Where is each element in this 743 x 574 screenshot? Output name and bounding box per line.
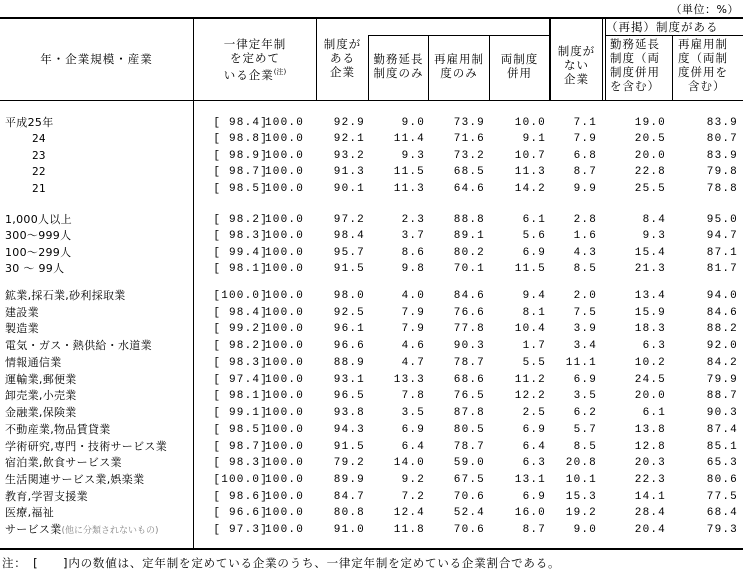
cell-both: 8.1 [522, 306, 546, 319]
row-label: 平成25年 [5, 116, 54, 129]
cell-ext-incl: 22.3 [634, 474, 666, 487]
cell-uniform: 100.0 [264, 133, 304, 146]
cell-bracket: [ 98.7] [213, 440, 268, 453]
cell-ext-incl: 15.9 [634, 306, 666, 319]
cell-ext: 7.8 [401, 390, 425, 403]
cell-rehire-incl: 79.8 [706, 166, 738, 179]
cell-uniform: 100.0 [264, 246, 304, 259]
cell-both: 9.1 [522, 133, 546, 146]
table-top-border [0, 17, 743, 19]
row-label: 情報通信業 [5, 355, 62, 369]
cell-both: 11.5 [514, 262, 546, 275]
header-uniform: 一律定年制 を定めて いる企業$^{(注)}$ [223, 37, 287, 82]
table-row [0, 115, 743, 131]
row-label: 23 [32, 148, 46, 162]
cell-uniform: 100.0 [264, 423, 304, 436]
cell-ext: 7.9 [401, 323, 425, 336]
cell-none: 19.2 [565, 507, 597, 520]
cell-uniform: 100.0 [264, 490, 304, 503]
header-no-system: 制度が ない 企業 [557, 44, 596, 86]
cell-ext-incl: 22.8 [634, 166, 666, 179]
cell-none: 2.8 [573, 214, 597, 226]
cell-rehire-incl: 94.0 [706, 290, 738, 302]
cell-bracket: [ 98.9] [213, 149, 268, 162]
cell-rehire-incl: 84.2 [706, 356, 738, 369]
cell-uniform: 100.0 [264, 457, 304, 470]
footnote: 注： [ ]内の数値は、定年制を定めている企業のうち、一律定年制を定めている企業割合である。 [2, 556, 561, 570]
table-row [0, 261, 743, 277]
cell-uniform: 100.0 [264, 117, 304, 129]
cell-both: 11.3 [514, 166, 546, 179]
row-label: 卸売業,小売業 [5, 389, 77, 403]
row-label: 運輸業,郵便業 [5, 372, 77, 386]
cell-both: 16.0 [514, 507, 546, 520]
table-row [0, 388, 743, 404]
cell-ext-incl: 6.1 [642, 407, 666, 420]
table-row [0, 181, 743, 197]
table-row [0, 505, 743, 521]
cell-rehire-incl: 68.4 [706, 507, 738, 520]
cell-bracket: [ 98.3] [213, 356, 268, 369]
row-label: 金融業,保険業 [5, 406, 77, 420]
table-row [0, 321, 743, 337]
table-row [0, 372, 743, 388]
table-row [0, 522, 743, 538]
cell-uniform: 100.0 [264, 474, 304, 487]
note-mark: (注) [273, 68, 287, 76]
cell-rehire: 88.8 [453, 214, 485, 226]
cell-ext: 13.3 [393, 373, 425, 386]
cell-none: 7.5 [573, 306, 597, 319]
cell-both: 2.5 [522, 407, 546, 420]
cell-none: 5.7 [573, 423, 597, 436]
header-ext-incl: 勤務延長 制度（両 制度併用 を含む） [610, 37, 660, 93]
cell-rehire: 77.8 [453, 323, 485, 336]
cell-bracket: [ 98.5] [213, 423, 268, 436]
cell-rehire-incl: 92.0 [706, 340, 738, 353]
cell-ext: 12.4 [393, 507, 425, 520]
cell-bracket: [100.0] [213, 290, 268, 302]
cell-both: 5.6 [522, 230, 546, 243]
cell-none: 6.8 [573, 149, 597, 162]
cell-ext-incl: 12.8 [634, 440, 666, 453]
cell-rehire-incl: 77.5 [706, 490, 738, 503]
cell-ext-incl: 20.5 [634, 133, 666, 146]
header-category: 年・企業規模・産業 [40, 52, 153, 66]
row-label: 鉱業,採石業,砂利採取業 [5, 289, 126, 302]
cell-bracket: [ 98.2] [213, 340, 268, 353]
cell-has: 96.1 [333, 323, 365, 336]
cell-has: 94.3 [333, 423, 365, 436]
cell-ext-incl: 18.3 [634, 323, 666, 336]
table-row [0, 455, 743, 471]
cell-both: 10.7 [514, 149, 546, 162]
row-label: 学術研究,専門・技術サービス業 [5, 439, 167, 453]
cell-ext-incl: 10.2 [634, 356, 666, 369]
cell-bracket: [ 98.1] [213, 262, 268, 275]
cell-rehire: 80.5 [453, 423, 485, 436]
row-label: 1,000人以上 [5, 213, 72, 226]
cell-uniform: 100.0 [264, 507, 304, 520]
cell-both: 6.9 [522, 423, 546, 436]
cell-has: 91.5 [333, 262, 365, 275]
row-label: 宿泊業,飲食サービス業 [5, 456, 122, 470]
cell-ext: 3.5 [401, 407, 425, 420]
cell-rehire-incl: 94.7 [706, 230, 738, 243]
cell-rehire: 90.3 [453, 340, 485, 353]
table-row [0, 164, 743, 180]
cell-bracket: [ 99.2] [213, 323, 268, 336]
cell-ext-incl: 14.1 [634, 490, 666, 503]
cell-rehire-incl: 95.0 [706, 214, 738, 226]
row-label: 生活関連サービス業,娯楽業 [5, 473, 145, 487]
cell-has: 97.2 [333, 214, 365, 226]
unit-label: （単位：%） [670, 3, 739, 16]
cell-both: 6.9 [522, 490, 546, 503]
cell-both: 5.5 [522, 356, 546, 369]
cell-bracket: [ 98.1] [213, 390, 268, 403]
cell-rehire: 89.1 [453, 230, 485, 243]
cell-rehire: 68.6 [453, 373, 485, 386]
cell-none: 6.9 [573, 373, 597, 386]
cell-ext-incl: 20.3 [634, 457, 666, 470]
table-header-border [0, 100, 743, 101]
table-row [0, 355, 743, 371]
cell-uniform: 100.0 [264, 524, 304, 537]
cell-has: 92.9 [333, 117, 365, 129]
cell-rehire: 73.9 [453, 117, 485, 129]
cell-none: 3.9 [573, 323, 597, 336]
cell-bracket: [ 98.3] [213, 457, 268, 470]
cell-none: 6.2 [573, 407, 597, 420]
cell-has: 79.2 [333, 457, 365, 470]
cell-ext: 9.2 [401, 474, 425, 487]
cell-uniform: 100.0 [264, 356, 304, 369]
cell-rehire-incl: 90.3 [706, 407, 738, 420]
cell-none: 8.7 [573, 166, 597, 179]
cell-has: 93.8 [333, 407, 365, 420]
cell-has: 92.5 [333, 306, 365, 319]
cell-rehire-incl: 88.2 [706, 323, 738, 336]
cell-both: 6.3 [522, 457, 546, 470]
subheader-rule-right [605, 35, 743, 36]
cell-uniform: 100.0 [264, 407, 304, 420]
cell-uniform: 100.0 [264, 323, 304, 336]
cell-both: 6.4 [522, 440, 546, 453]
cell-ext-incl: 20.0 [634, 390, 666, 403]
table-row [0, 228, 743, 244]
table-row [0, 212, 743, 228]
cell-rehire-incl: 84.6 [706, 306, 738, 319]
cell-rehire-incl: 80.7 [706, 133, 738, 146]
cell-none: 1.6 [573, 230, 597, 243]
cell-ext: 8.6 [401, 246, 425, 259]
cell-ext-incl: 13.8 [634, 423, 666, 436]
cell-none: 8.5 [573, 262, 597, 275]
cell-rehire-incl: 81.7 [706, 262, 738, 275]
row-label: 30 ～ 99人 [5, 261, 65, 275]
cell-rehire: 78.7 [453, 356, 485, 369]
cell-rehire: 71.6 [453, 133, 485, 146]
cell-ext: 7.2 [401, 490, 425, 503]
cell-rehire: 59.0 [453, 457, 485, 470]
header-restated: （再掲）制度がある [606, 20, 719, 34]
cell-rehire: 73.2 [453, 149, 485, 162]
cell-none: 9.0 [573, 524, 597, 537]
row-label: サービス業(他に分類されないもの) [5, 523, 159, 537]
cell-bracket: [ 96.6] [213, 507, 268, 520]
cell-rehire: 68.5 [453, 166, 485, 179]
cell-ext: 11.4 [393, 133, 425, 146]
cell-uniform: 100.0 [264, 166, 304, 179]
cell-ext: 4.7 [401, 356, 425, 369]
cell-rehire-incl: 78.8 [706, 182, 738, 195]
cell-uniform: 100.0 [264, 306, 304, 319]
cell-has: 91.0 [333, 524, 365, 537]
cell-rehire-incl: 88.7 [706, 390, 738, 403]
cell-rehire-incl: 79.3 [706, 524, 738, 537]
table-row [0, 405, 743, 421]
cell-ext-incl: 20.4 [634, 524, 666, 537]
cell-has: 84.7 [333, 490, 365, 503]
cell-ext-incl: 25.5 [634, 182, 666, 195]
cell-bracket: [ 98.8] [213, 133, 268, 146]
cell-has: 91.5 [333, 440, 365, 453]
cell-has: 95.7 [333, 246, 365, 259]
cell-ext: 6.9 [401, 423, 425, 436]
table-row [0, 338, 743, 354]
cell-none: 7.1 [573, 117, 597, 129]
cell-ext: 11.5 [393, 166, 425, 179]
cell-uniform: 100.0 [264, 182, 304, 195]
cell-ext: 7.9 [401, 306, 425, 319]
cell-ext-incl: 24.5 [634, 373, 666, 386]
cell-rehire-incl: 87.1 [706, 246, 738, 259]
cell-rehire: 78.7 [453, 440, 485, 453]
table-row [0, 472, 743, 488]
cell-both: 12.2 [514, 390, 546, 403]
cell-rehire: 64.6 [453, 182, 485, 195]
cell-rehire-incl: 87.4 [706, 423, 738, 436]
cell-ext-incl: 20.0 [634, 149, 666, 162]
cell-uniform: 100.0 [264, 340, 304, 353]
cell-none: 8.5 [573, 440, 597, 453]
cell-rehire: 67.5 [453, 474, 485, 487]
subheader-rule-left [368, 35, 550, 36]
cell-has: 92.1 [333, 133, 365, 146]
cell-bracket: [ 98.6] [213, 490, 268, 503]
cell-ext: 14.0 [393, 457, 425, 470]
cell-bracket: [ 98.3] [213, 230, 268, 243]
cell-rehire: 76.6 [453, 306, 485, 319]
cell-bracket: [ 97.3] [213, 524, 268, 537]
cell-uniform: 100.0 [264, 149, 304, 162]
cell-bracket: [ 98.4] [213, 117, 268, 129]
cell-uniform: 100.0 [264, 290, 304, 302]
header-rehire-only: 再雇用制 度のみ [434, 52, 484, 80]
cell-ext: 2.3 [401, 214, 425, 226]
cell-ext: 11.3 [393, 182, 425, 195]
cell-none: 9.9 [573, 182, 597, 195]
table-row [0, 422, 743, 438]
cell-rehire-incl: 79.9 [706, 373, 738, 386]
cell-both: 9.4 [522, 290, 546, 302]
cell-ext: 4.6 [401, 340, 425, 353]
cell-ext-incl: 21.3 [634, 262, 666, 275]
cell-rehire: 70.6 [453, 490, 485, 503]
table-bottom-border [0, 548, 743, 550]
cell-has: 93.1 [333, 373, 365, 386]
row-label: 不動産業,物品賃貸業 [5, 422, 111, 436]
cell-bracket: [ 98.5] [213, 182, 268, 195]
cell-both: 1.7 [522, 340, 546, 353]
table-row [0, 245, 743, 261]
cell-has: 98.0 [333, 290, 365, 302]
cell-has: 98.4 [333, 230, 365, 243]
cell-both: 11.2 [514, 373, 546, 386]
cell-ext-incl: 19.0 [634, 117, 666, 129]
row-label: 21 [32, 181, 46, 195]
table-row [0, 489, 743, 505]
cell-none: 10.1 [565, 474, 597, 487]
cell-uniform: 100.0 [264, 390, 304, 403]
row-label: 製造業 [5, 322, 39, 336]
cell-rehire: 70.6 [453, 524, 485, 537]
cell-none: 20.8 [565, 457, 597, 470]
row-label: 24 [32, 132, 46, 146]
cell-rehire-incl: 85.1 [706, 440, 738, 453]
cell-bracket: [ 98.2] [213, 214, 268, 226]
cell-has: 96.5 [333, 390, 365, 403]
table-row [0, 439, 743, 455]
row-label: 教育,学習支援業 [5, 489, 88, 503]
cell-none: 7.9 [573, 133, 597, 146]
cell-has: 89.9 [333, 474, 365, 487]
row-label: 電気・ガス・熱供給・水道業 [5, 339, 152, 353]
header-extension-only: 勤務延長 制度のみ [373, 52, 424, 80]
cell-ext: 3.7 [401, 230, 425, 243]
header-both: 両制度 併用 [500, 52, 539, 80]
cell-has: 88.9 [333, 356, 365, 369]
cell-both: 13.1 [514, 474, 546, 487]
cell-both: 8.7 [522, 524, 546, 537]
table-row [0, 288, 743, 304]
cell-rehire: 87.8 [453, 407, 485, 420]
cell-ext: 9.3 [401, 149, 425, 162]
cell-rehire: 80.2 [453, 246, 485, 259]
cell-rehire: 52.4 [453, 507, 485, 520]
cell-ext-incl: 8.4 [642, 214, 666, 226]
cell-rehire: 70.1 [453, 262, 485, 275]
cell-bracket: [ 99.1] [213, 407, 268, 420]
cell-ext-incl: 9.3 [642, 230, 666, 243]
table-row [0, 131, 743, 147]
cell-none: 2.0 [573, 290, 597, 302]
cell-rehire-incl: 80.6 [706, 474, 738, 487]
cell-has: 91.3 [333, 166, 365, 179]
cell-bracket: [ 99.4] [213, 246, 268, 259]
cell-both: 6.1 [522, 214, 546, 226]
table-row [0, 305, 743, 321]
cell-has: 93.2 [333, 149, 365, 162]
cell-ext: 9.0 [401, 117, 425, 129]
cell-both: 10.4 [514, 323, 546, 336]
row-label: 建設業 [5, 305, 39, 319]
cell-bracket: [ 97.4] [213, 373, 268, 386]
cell-ext-incl: 28.4 [634, 507, 666, 520]
row-label: 300～999人 [5, 229, 72, 243]
row-label: 医療,福祉 [5, 506, 54, 520]
cell-rehire-incl: 83.9 [706, 149, 738, 162]
cell-ext: 6.4 [401, 440, 425, 453]
cell-bracket: [100.0] [213, 474, 268, 487]
cell-uniform: 100.0 [264, 230, 304, 243]
cell-rehire-incl: 65.3 [706, 457, 738, 470]
row-label-note: (他に分類されないもの) [61, 526, 159, 537]
cell-none: 4.3 [573, 246, 597, 259]
cell-ext: 11.8 [393, 524, 425, 537]
cell-uniform: 100.0 [264, 262, 304, 275]
cell-ext: 4.0 [401, 290, 425, 302]
cell-both: 14.2 [514, 182, 546, 195]
cell-ext-incl: 15.4 [634, 246, 666, 259]
cell-both: 10.0 [514, 117, 546, 129]
table-row [0, 148, 743, 164]
cell-uniform: 100.0 [264, 440, 304, 453]
cell-uniform: 100.0 [264, 373, 304, 386]
row-label: 22 [32, 165, 46, 179]
cell-rehire: 76.5 [453, 390, 485, 403]
cell-bracket: [ 98.7] [213, 166, 268, 179]
header-rehire-incl: 再雇用制 度（両制 度併用を 含む） [678, 37, 728, 93]
cell-uniform: 100.0 [264, 214, 304, 226]
cell-rehire: 84.6 [453, 290, 485, 302]
cell-has: 80.8 [333, 507, 365, 520]
cell-bracket: [ 98.4] [213, 306, 268, 319]
cell-none: 11.1 [565, 356, 597, 369]
divider-no-system-a [602, 19, 603, 101]
cell-rehire-incl: 83.9 [706, 117, 738, 129]
cell-has: 90.1 [333, 182, 365, 195]
cell-has: 96.6 [333, 340, 365, 353]
cell-ext: 9.8 [401, 262, 425, 275]
header-has-system: 制度が ある 企業 [323, 37, 362, 79]
cell-none: 15.3 [565, 490, 597, 503]
cell-ext-incl: 6.3 [642, 340, 666, 353]
row-label: 100～299人 [5, 245, 72, 259]
cell-none: 3.5 [573, 390, 597, 403]
cell-both: 6.9 [522, 246, 546, 259]
cell-ext-incl: 13.4 [634, 290, 666, 302]
cell-none: 3.4 [573, 340, 597, 353]
